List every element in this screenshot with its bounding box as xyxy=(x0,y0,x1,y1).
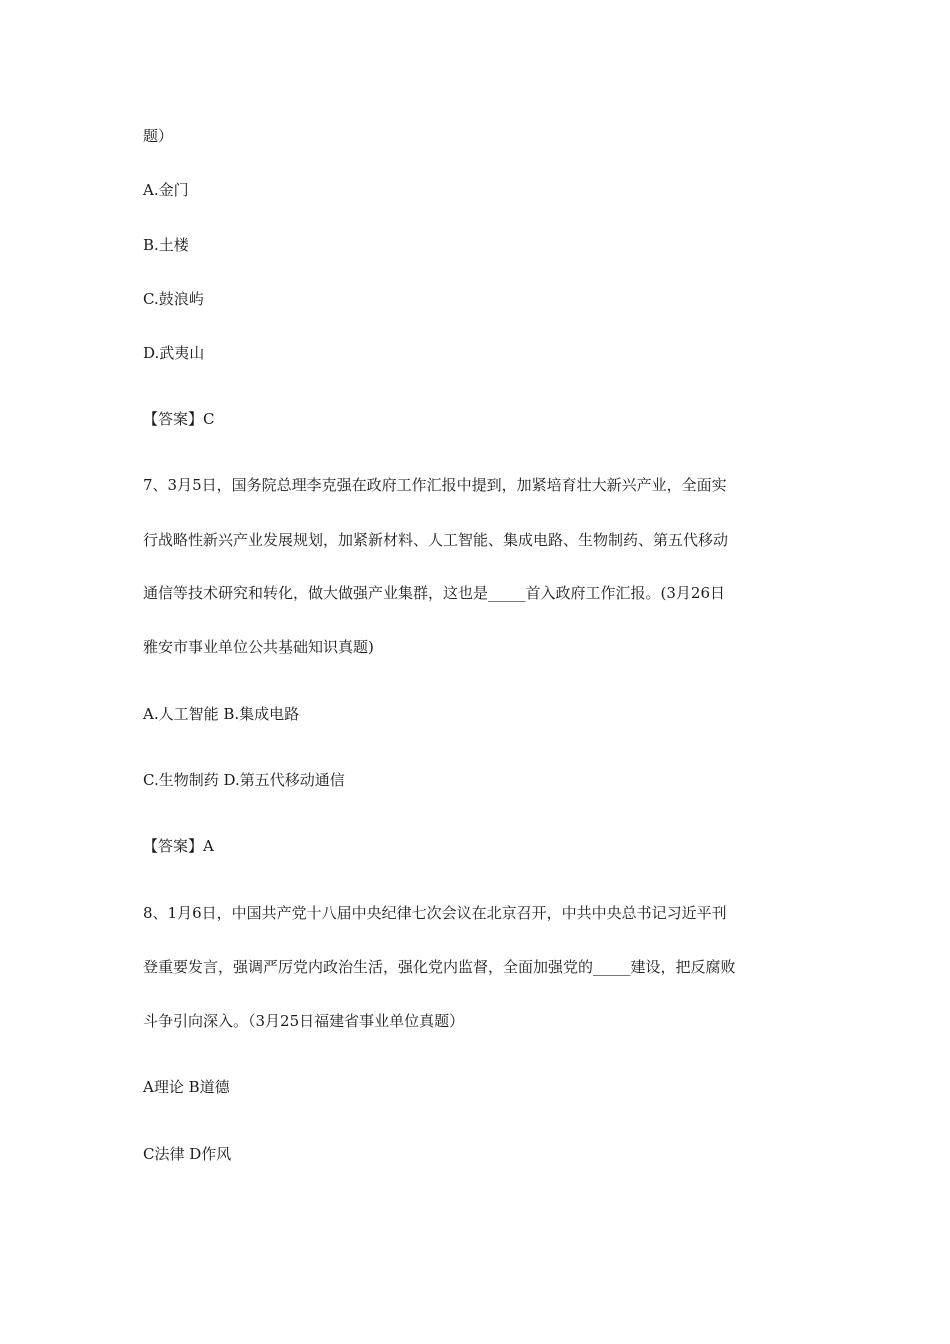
q6-answer: 【答案】C xyxy=(143,410,215,428)
q7-question-line-1: 7、3月5日，国务院总理李克强在政府工作汇报中提到，加紧培育壮大新兴产业，全面实 xyxy=(143,476,727,494)
q6-option-b: B.土楼 xyxy=(143,236,189,254)
q8-question-line-1: 8、1月6日，中国共产党十八届中央纪律七次会议在北京召开，中共中央总书记习近平刊 xyxy=(143,904,727,922)
q8-options-row-1: A理论 B道德 xyxy=(143,1078,230,1096)
q7-options-row-1: A.人工智能 B.集成电路 xyxy=(143,705,300,723)
q8-question-line-2: 登重要发言，强调严厉党内政治生活，强化党内监督，全面加强党的_____建设，把反腐败 xyxy=(143,958,736,976)
q6-option-c: C.鼓浪屿 xyxy=(143,290,204,308)
q6-option-d: D.武夷山 xyxy=(143,344,205,362)
q8-options-row-2: C法律 D作风 xyxy=(143,1145,232,1163)
q7-answer: 【答案】A xyxy=(143,837,214,855)
q7-question-line-4: 雅安市事业单位公共基础知识真题) xyxy=(143,638,374,656)
q7-question-line-2: 行战略性新兴产业发展规划，加紧新材料、人工智能、集成电路、生物制药、第五代移动 xyxy=(143,531,729,549)
q7-question-line-3: 通信等技术研究和转化，做大做强产业集群，这也是_____首入政府工作汇报。(3月26日 xyxy=(143,584,725,602)
q6-question-tail: 题） xyxy=(143,127,174,145)
q7-options-row-2: C.生物制药 D.第五代移动通信 xyxy=(143,771,345,789)
q8-question-line-3: 斗争引向深入。（3月25日福建省事业单位真题） xyxy=(143,1012,465,1030)
q6-option-a: A.金门 xyxy=(143,181,189,199)
